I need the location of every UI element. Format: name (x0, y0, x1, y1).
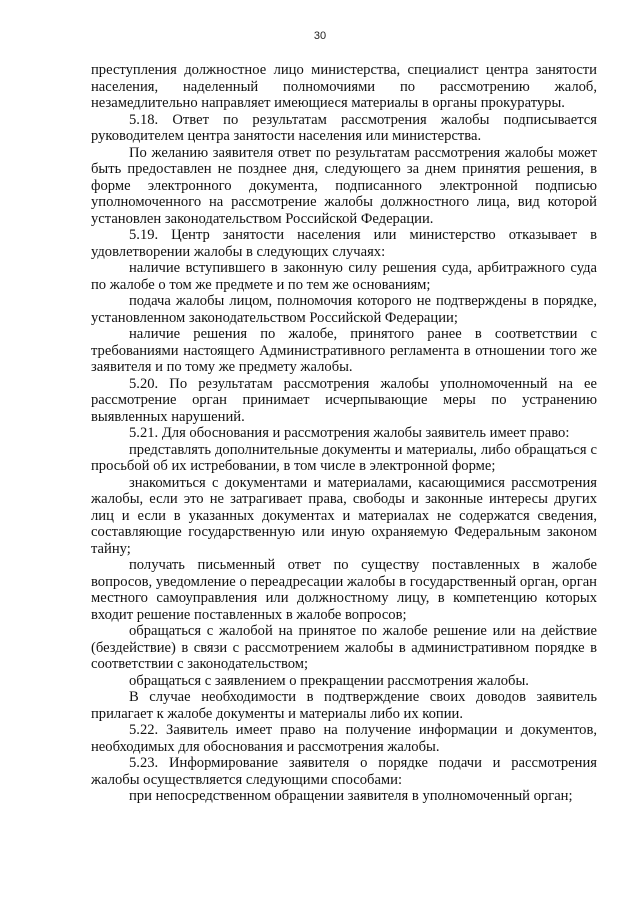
list-item: представлять дополнительные документы и материалы, либо обращаться с просьбой об их истребовании, в том числе в электронной форме; (91, 441, 597, 474)
page-number: 30 (313, 30, 327, 42)
list-item: обращаться с жалобой на принятое по жалобе решение или на действие (бездействие) в связи с рассмотрением жалобы в административном порядке в соответствии с законодательством; (91, 623, 597, 672)
list-item: наличие вступившего в законную силу решения суда, арбитражного суда по жалобе о том же предмете и по тем же основаниям; (91, 260, 597, 293)
paragraph-5-23: 5.23. Информирование заявителя о порядке подачи и рассмотрения жалобы осуществляется следующими способами: (91, 755, 597, 788)
list-item: наличие решения по жалобе, принятого ранее в соответствии с требованиями настоящего Административного регламента в отношении того же заявителя и по тому же предмету жалобы. (91, 326, 597, 375)
paragraph-5-18: 5.18. Ответ по результатам рассмотрения жалобы подписывается руководителем центра занятости населения или министерства. (91, 111, 597, 144)
paragraph-5-20: 5.20. По результатам рассмотрения жалобы уполномоченный на ее рассмотрение орган принимает исчерпывающие меры по устранению выявленных нарушений. (91, 375, 597, 425)
list-item: при непосредственном обращении заявителя в уполномоченный орган; (129, 788, 573, 804)
document-body (91, 62, 597, 805)
paragraph-5-22: 5.22. Заявитель имеет право на получение информации и документов, необходимых для обоснования и рассмотрения жалобы. (91, 722, 597, 755)
paragraph: В случае необходимости в подтверждение своих доводов заявитель прилагает к жалобе документы и материалы либо их копии. (91, 689, 597, 722)
paragraph-5-21: 5.21. Для обоснования и рассмотрения жалобы заявитель имеет право: (129, 425, 570, 441)
paragraph: преступления должностное лицо министерства, специалист центра занятости населения, наделенный полномочиями по рассмотрению жалоб, незамедлительно направляет имеющиеся материалы в органы прокуратуры. (91, 62, 597, 111)
list-item: получать письменный ответ по существу поставленных в жалобе вопросов, уведомление о переадресации жалобы в государственный орган, орган местного самоуправления или должностному лицу, в компетенцию которых входит решение поставленных в жалобе вопросов; (91, 557, 597, 623)
list-item: знакомиться с документами и материалами, касающимися рассмотрения жалобы, если это не затрагивает права, свободы и законные интересы других лиц и если в указанных документах и материалах не содержатся сведения, составляющие государственную или иную охраняемую Федеральным законом тайну; (91, 474, 597, 557)
list-item: обращаться с заявлением о прекращении рассмотрения жалобы. (129, 672, 529, 689)
paragraph-5-19: 5.19. Центр занятости населения или министерство отказывает в удовлетворении жалобы в следующих случаях: (91, 227, 597, 260)
paragraph: По желанию заявителя ответ по результатам рассмотрения жалобы может быть предоставлен не позднее дня, следующего за днем принятия решения, в форме электронного документа, подписанного электронной подписью уполномоченного на рассмотрение жалобы должностного лица, вид которой установлен законодательством Российской Федерации. (91, 144, 597, 227)
list-item: подача жалобы лицом, полномочия которого не подтверждены в порядке, установленном законодательством Российской Федерации; (91, 293, 597, 326)
